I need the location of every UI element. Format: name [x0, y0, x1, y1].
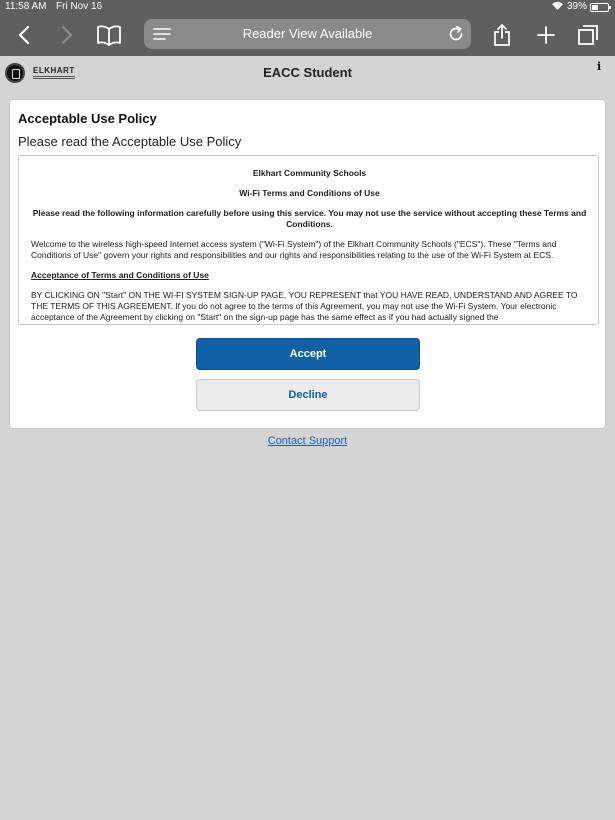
decline-button[interactable]: Decline [196, 379, 420, 411]
terms-title: Wi-Fi Terms and Conditions of Use [239, 188, 380, 198]
terms-warning: Please read the following information carefully before using this service. You may not use the service without accepting these Terms and Conditions. [32, 208, 587, 229]
policy-card [9, 99, 606, 429]
reload-icon[interactable] [447, 25, 465, 43]
policy-subtitle: Please read the Acceptable Use Policy [18, 134, 242, 149]
policy-title: Acceptable Use Policy [18, 111, 157, 126]
page-header [0, 56, 615, 90]
status-date: Fri Nov 16 [56, 1, 103, 12]
status-bar [0, 0, 615, 14]
terms-welcome: Welcome to the wireless high-speed Internet access system ("Wi-Fi System") of the Elkhart Community Schools ("ECS"). These "Terms and Conditions of Use" govern your rights and responsibilities and our rights and responsibilities relating to the use of the Wi-Fi System at ECS. [31, 239, 557, 260]
terms-scroll-box[interactable] [18, 155, 599, 325]
battery-icon [590, 3, 609, 12]
logo-text: ELKHART [33, 67, 75, 79]
tabs-icon [577, 24, 599, 46]
browser-toolbar [0, 14, 615, 56]
share-button[interactable] [489, 14, 515, 56]
status-time: 11:58 AM [5, 1, 47, 12]
terms-acceptance-text: BY CLICKING ON "Start" ON THE WI-FI SYSTEM SIGN-UP PAGE, YOU REPRESENT that YOU HAVE READ, UNDERSTAND AND AGREE TO THE TERMS OF THIS AGREEMENT. If you do not agree to the terms of this Agreement, you may not use the Wi-Fi System. Your electronic acceptance of the Agreement by clicking on "Start" on the sign-up page has the same effect as if you had actually signed the [31, 290, 578, 322]
back-button[interactable] [10, 14, 38, 56]
wifi-icon [551, 1, 564, 14]
new-tab-button[interactable] [533, 14, 559, 56]
address-bar[interactable] [144, 19, 471, 49]
back-icon [17, 25, 31, 45]
tabs-button[interactable] [574, 14, 602, 56]
info-icon[interactable]: i [597, 60, 602, 73]
accept-button[interactable]: Accept [196, 338, 420, 370]
bookmarks-button[interactable] [94, 14, 124, 56]
forward-icon [60, 25, 74, 45]
bookmarks-icon [96, 24, 122, 46]
new-tab-icon [536, 25, 556, 45]
terms-acceptance-heading: Acceptance of Terms and Conditions of Use [31, 270, 209, 280]
terms-org: Elkhart Community Schools [252, 168, 367, 178]
address-text: Reader View Available [242, 26, 373, 41]
battery-percent: 39% [567, 1, 588, 12]
share-icon [492, 23, 512, 47]
contact-support-link[interactable]: Contact Support [267, 435, 348, 447]
forward-button[interactable] [53, 14, 81, 56]
page-title: EACC Student [263, 65, 352, 80]
